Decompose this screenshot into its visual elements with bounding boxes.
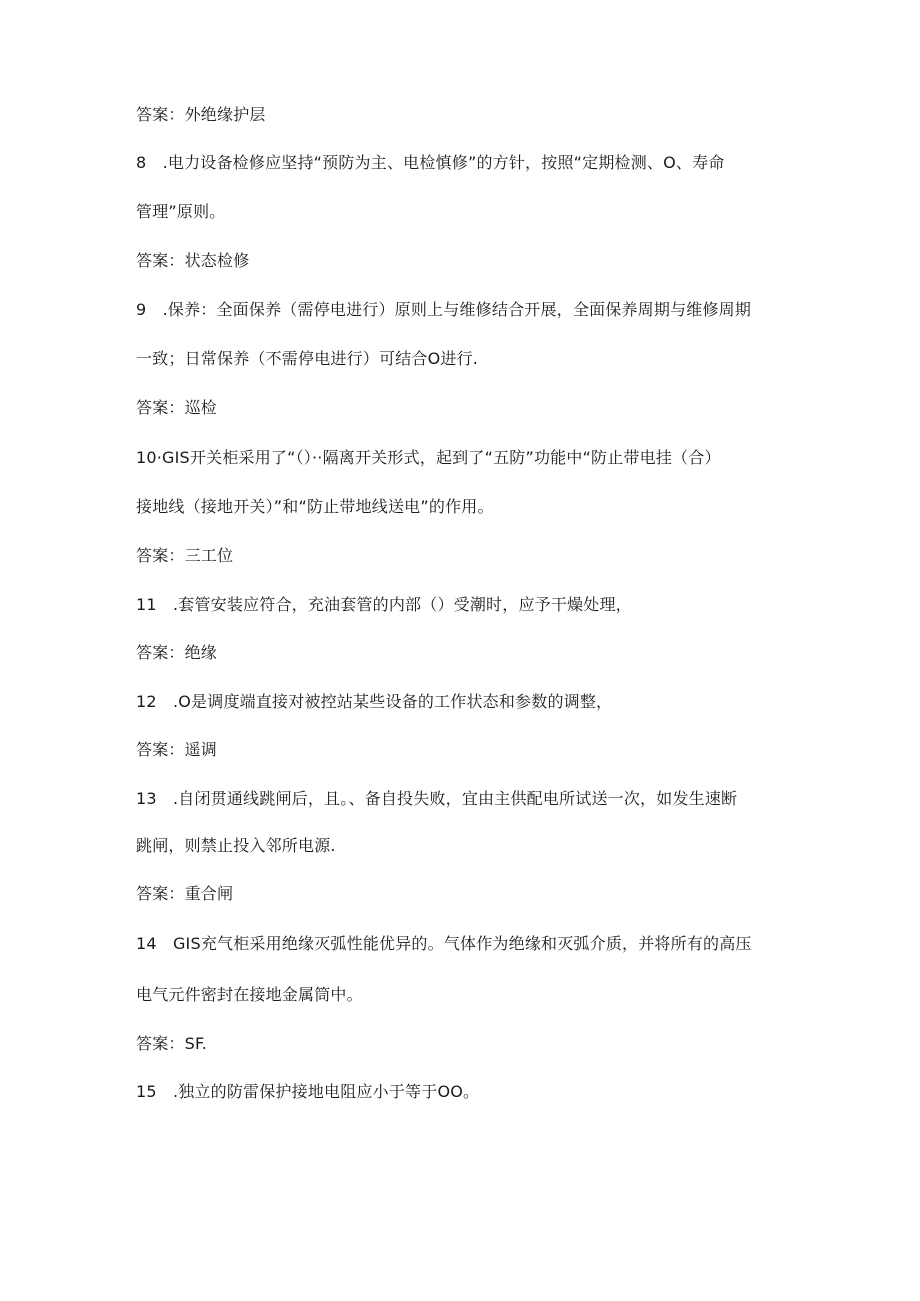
answer-line: 答案：重合闸 — [136, 884, 234, 903]
answer-line: 答案：状态检修 — [136, 251, 250, 270]
question-9-line-2: 一致；日常保养（不需停电进行）可结合O进行. — [136, 349, 479, 368]
question-15-line-1: 15 .独立的防雷保护接地电阻应小于等于OO。 — [136, 1082, 480, 1101]
question-9-line-1: 9 .保养：全面保养（需停电进行）原则上与维修结合开展，全面保养周期与维修周期 — [136, 300, 752, 319]
question-8-line-1: 8 .电力设备检修应坚持“预防为主、电检慎修”的方针，按照“定期检测、O、寿命 — [136, 153, 725, 172]
question-14-line-1: 14 GIS充气柜采用绝缘灭弧性能优异的。气体作为绝缘和灭弧介质，并将所有的高压 — [136, 934, 752, 953]
question-8-line-2: 管理”原则。 — [136, 202, 226, 221]
answer-line: 答案：SF. — [136, 1034, 208, 1053]
question-13-line-2: 跳闸，则禁止投入邻所电源. — [136, 836, 336, 855]
answer-line: 答案：外绝缘护层 — [136, 105, 266, 124]
question-11-line-1: 11 .套管安装应符合，充油套管的内部（）受潮时，应予干燥处理， — [136, 595, 632, 614]
question-10-line-2: 接地线（接地开关）”和“防止带地线送电”的作用。 — [136, 497, 494, 516]
question-10-line-1: 10·GIS开关柜采用了“（）··隔离开关形式，起到了“五防”功能中“防止带电挂（合） — [136, 448, 721, 467]
question-12-line-1: 12 .O是调度端直接对被控站某些设备的工作状态和参数的调整， — [136, 692, 613, 711]
answer-line: 答案：遥调 — [136, 740, 218, 759]
answer-line: 答案：巡检 — [136, 398, 218, 417]
question-13-line-1: 13 .自闭贯通线跳闸后，且。、备自投失败，宜由主供配电所试送一次，如发生速断 — [136, 789, 738, 808]
answer-line: 答案：绝缘 — [136, 643, 218, 662]
question-14-line-2: 电气元件密封在接地金属筒中。 — [136, 985, 363, 1004]
answer-line: 答案：三工位 — [136, 546, 234, 565]
